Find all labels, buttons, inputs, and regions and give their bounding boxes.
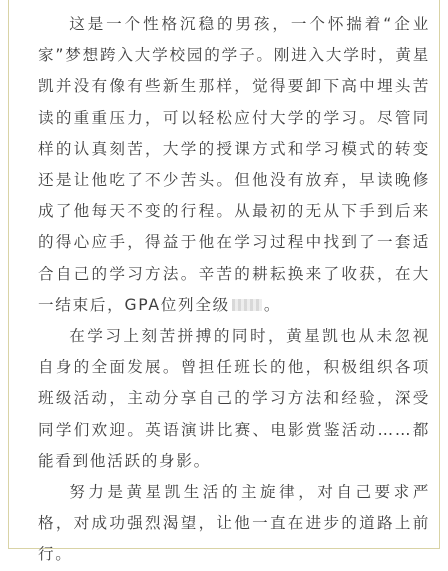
paragraph-3: 努力是黄星凯生活的主旋律，对自己要求严格，对成功强烈渴望，让他一直在进步的道路上前行。 [38,483,430,564]
redacted-rank [232,299,262,311]
paragraph-2: 在学习上刻苦拼搏的同时，黄星凯也从未忽视自身的全面发展。曾担任班长的他，积极组织各项班级活动，主动分享自己的学习方法和经验，深受同学们欢迎。英语演讲比赛、电影赏鉴活动……都能看到他活跃的身影。 [38,327,430,470]
paragraph-1 [38,9,430,321]
article-frame [8,0,440,564]
article-body [38,9,430,571]
paragraph-1-text: 这是一个性格沉稳的男孩，一个怀揣着“企业家”梦想跨入大学校园的学子。刚进入大学时，黄星凯并没有像有些新生那样，觉得要卸下高中埋头苦读的重重压力，可以轻松应付大学的学习。尽管同样的认真刻苦，大学的授课方式和学习模式的转变还是让他吃了不少苦头。但他没有放弃，早读晚修成了他每天不变的行程。从最初的无从下手到后来的得心应手，得益于他在学习过程中找到了一套适合自己的学习方法。辛苦的耕耘换来了收获，在大一结束后，GPA位列全级 [38,15,430,314]
paragraph-1-tail: 。 [263,295,282,314]
